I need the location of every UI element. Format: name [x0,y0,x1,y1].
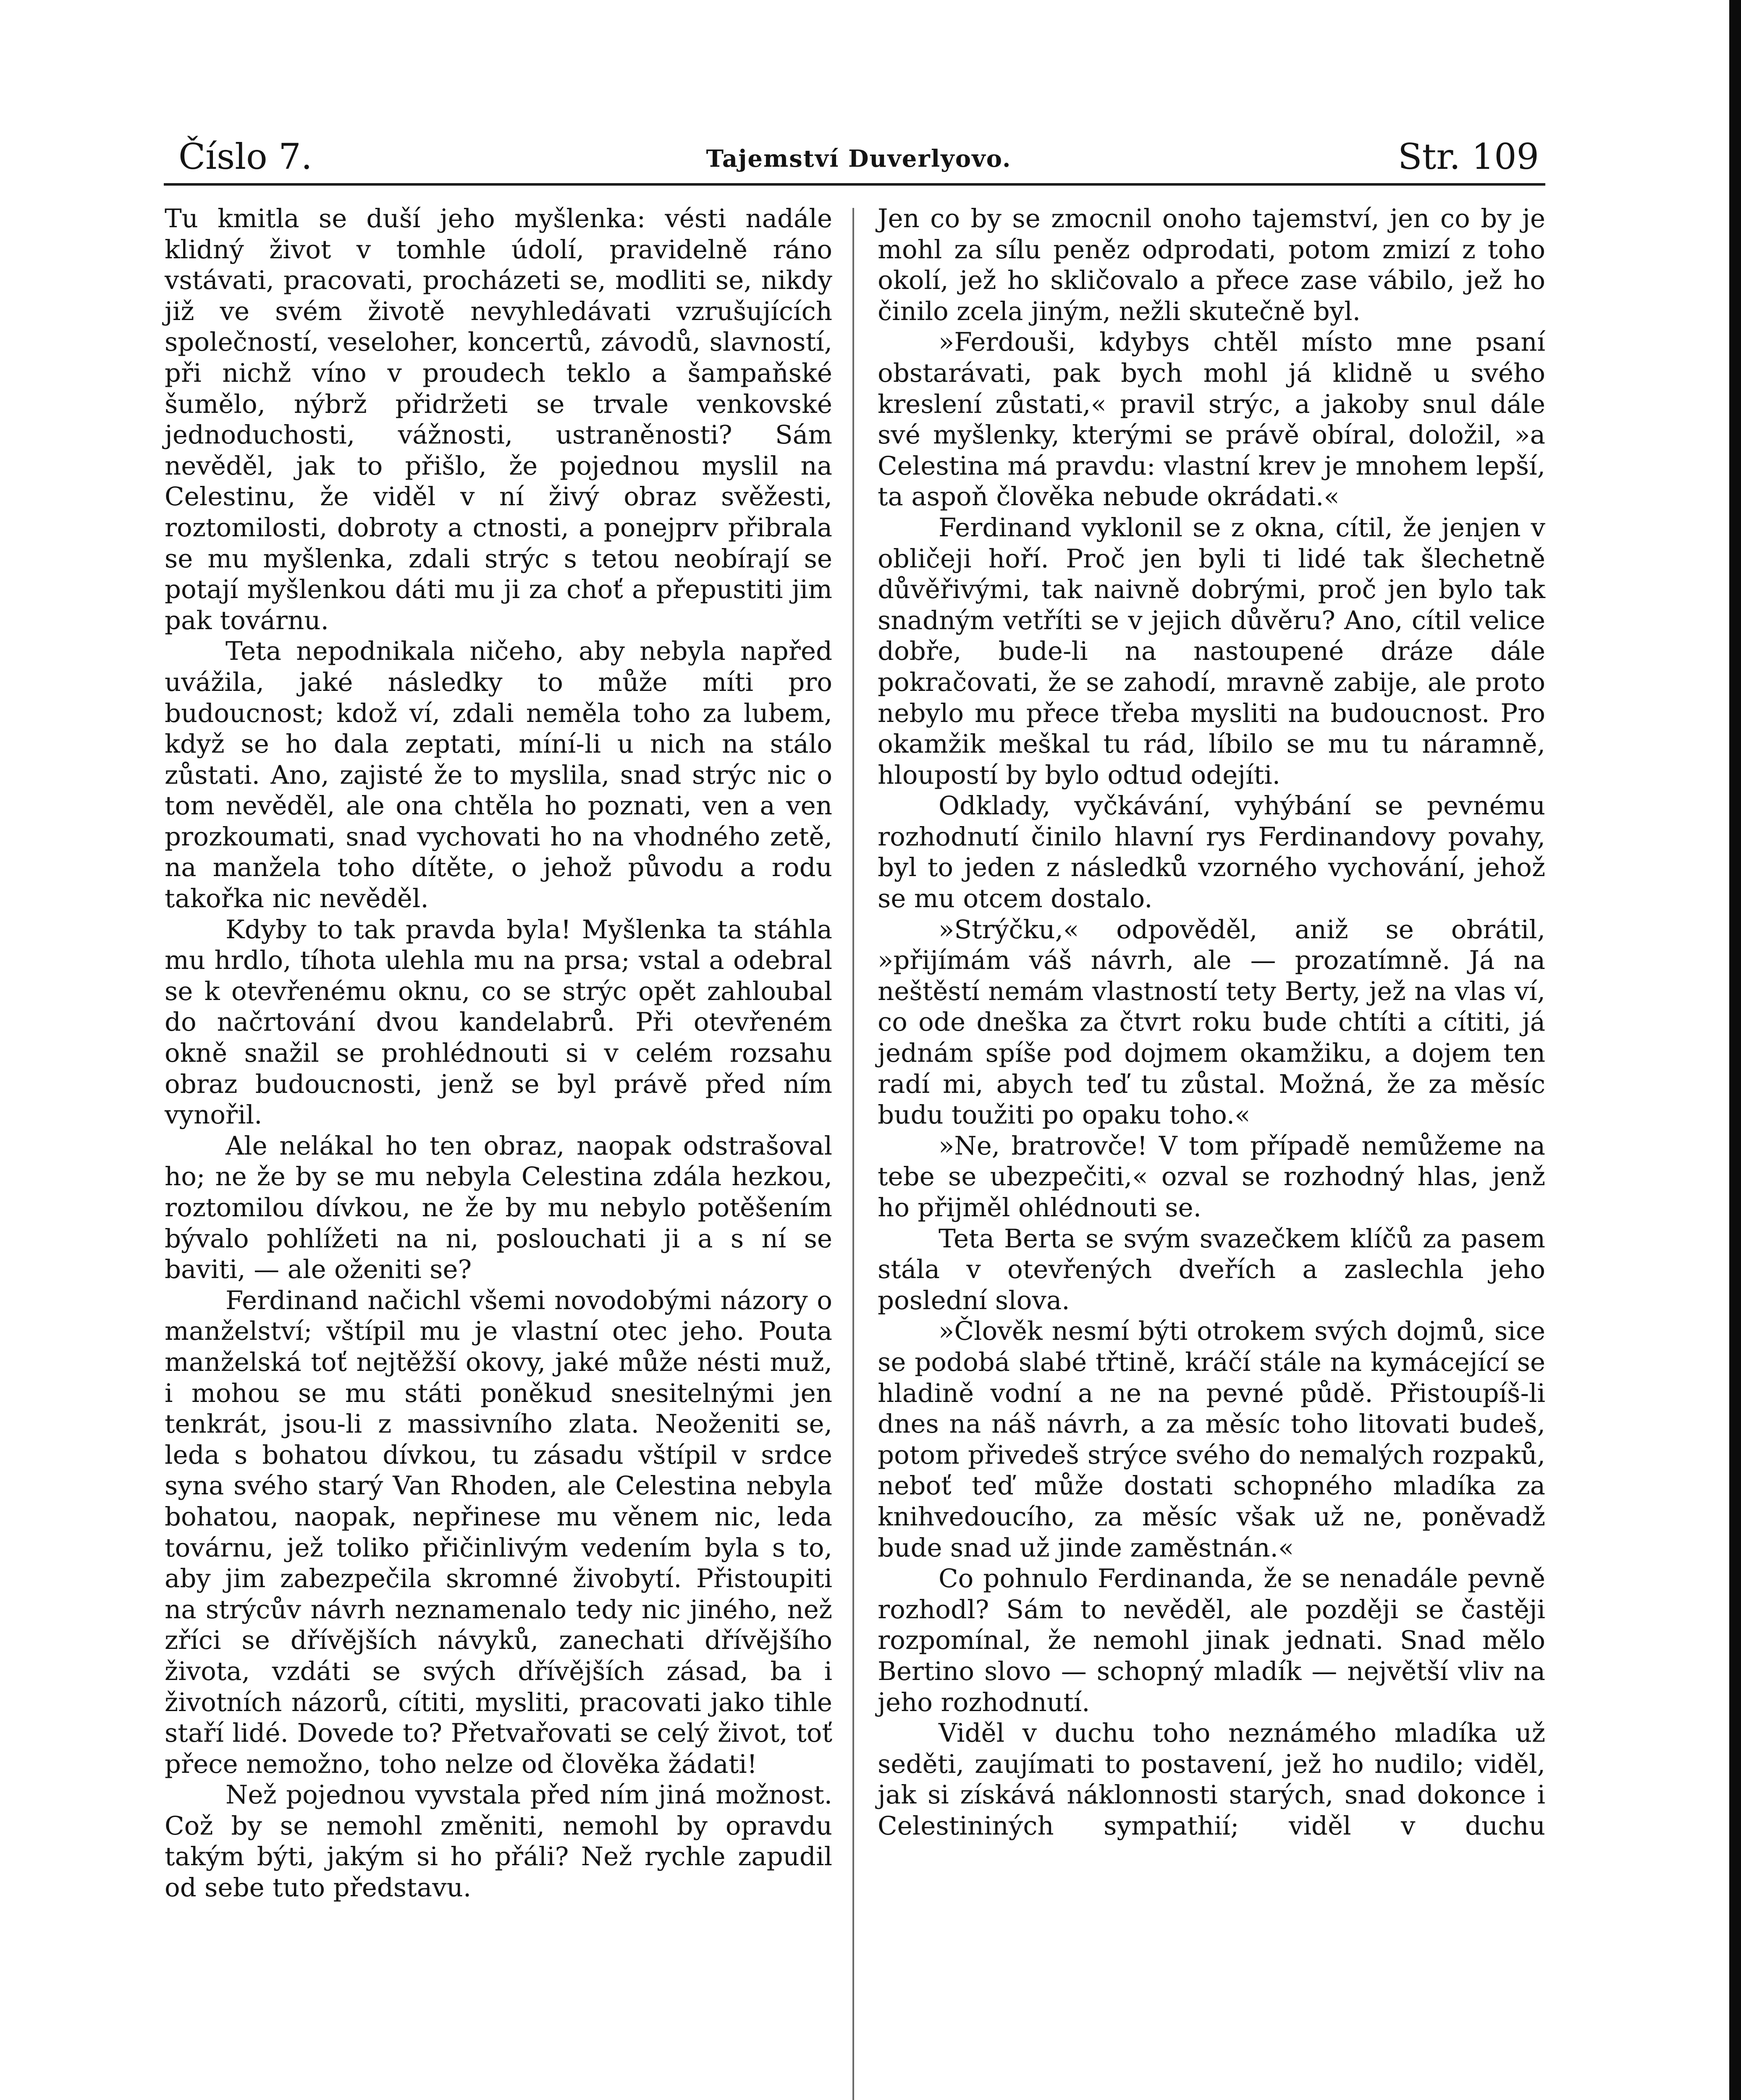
header-rule [164,183,1545,186]
paragraph: »Ferdouši, kdybys chtěl místo mne psaní obstarávati, pak bych mohl já klidně u svého kreslení zůstati,« pravil strýc, a jakoby snul dále své myšlenky, kterými se právě obíral, doložil, »a Celestina má pravdu: vlastní krev je mnohem lepší, ta aspoň člověka nebude okrádati.« [878,327,1545,512]
paragraph: Tu kmitla se duší jeho myšlenka: vésti nadále klidný život v tomhle údolí, pravidelně ráno vstávati, pracovati, procházeti se, modliti se, nikdy již ve svém životě nevyhledávati vzrušujících společností, veseloher, koncertů, závodů, slavností, při nichž víno v proudech teklo a šampaňské šumělo, nýbrž přidržeti se trvale venkovské jednoduchosti, vážnosti, ustraněnosti? Sám nevěděl, jak to přišlo, že pojednou myslil na Celestinu, že viděl v ní živý obraz svěžesti, roztomilosti, dobroty a ctnosti, a ponejprv přibrala se mu myšlenka, zdali strýc s tetou neobírají se potají myšlenkou dáti mu ji za choť a přepustiti jim pak továrnu. [165,204,832,635]
paragraph: »Člověk nesmí býti otrokem svých dojmů, sice se podobá slabé třtině, kráčí stále na kymácející se hladině vodní a ne na pevné půdě. Přistoupíš-li dnes na náš návrh, a za měsíc toho litovati budeš, potom přivedeš strýce svého do nemalých rozpaků, neboť teď může dostati schopného mladíka za knihvedoucího, za měsíc však už ne, poněvadž bude snad už jinde zaměstnán.« [878,1316,1545,1563]
running-header [178,134,1539,180]
paragraph: Teta nepodnikala ničeho, aby nebyla napřed uvážila, jaké následky to může míti pro budoucnost; kdož ví, zdali neměla toho za lubem, když se ho dala zeptati, míní-li u nich na stálo zůstati. Ano, zajisté že to myslila, snad strýc nic o tom nevěděl, ale ona chtěla ho poznati, ven a ven prozkoumati, snad vychovati ho na vhodného zetě, na manžela toho dítěte, o jehož původu a rodu takořka nic nevěděl. [165,636,832,914]
paragraph: »Ne, bratrovče! V tom případě nemůžeme na tebe se ubezpečiti,« ozval se rozhodný hlas, jenž ho přijměl ohlédnouti se. [878,1131,1545,1223]
column-divider [852,208,854,2100]
left-column [165,203,832,1903]
paragraph: Ale nelákal ho ten obraz, naopak odstrašoval ho; ne že by se mu nebyla Celestina zdála hezkou, roztomilou dívkou, ne že by mu nebylo potěšením bývalo pohlížeti na ni, poslouchati ji a s ní se baviti, — ale oženiti se? [165,1131,832,1285]
paragraph: Ferdinand vyklonil se z okna, cítil, že jenjen v obličeji hoří. Proč jen byli ti lidé tak šlechetně důvěřivými, tak naivně dobrými, proč jen bylo tak snadným vetříti se v jejich důvěru? Ano, cítil velice dobře, bude-li na nastoupené dráze dále pokračovati, že se zahodí, mravně zabije, ale proto nebylo mu přece třeba mysliti na budoucnost. Pro okamžik meškal tu rád, líbilo se mu tu náramně, hloupostí by bylo odtud odejíti. [878,512,1545,790]
paragraph: Odklady, vyčkávání, vyhýbání se pevnému rozhodnutí činilo hlavní rys Ferdinandovy povahy, byl to jeden z následků vzorného vychování, jehož se mu otcem dostalo. [878,791,1545,914]
paragraph: Ferdinand načichl všemi novodobými názory o manželství; vštípil mu je vlastní otec jeho. Pouta manželská toť nejtěžší okovy, jaké může nésti muž, i mohou se mu státi poněkud snesitelnými jen tenkrát, jsou-li z massivního zlata. Neoženiti se, leda s bohatou dívkou, tu zásadu vštípil v srdce syna svého starý Van Rhoden, ale Celestina nebyla bohatou, naopak, nepřinese mu věnem nic, leda továrnu, jež toliko přičinlivým vedením byla s to, aby jim zabezpečila skromné živobytí. Přistoupiti na strýcův návrh neznamenalo tedy nic jiného, než zříci se dřívějších návyků, zanechati dřívějšího života, vzdáti se svých dřívějších zásad, ba i životních názorů, cítiti, mysliti, pracovati jako tihle staří lidé. Dovede to? Přetvařovati se celý život, toť přece nemožno, toho nelze od člověka žádati! [165,1285,832,1779]
paragraph: Než pojednou vyvstala před ním jiná možnost. Což by se nemohl změniti, nemohl by opravdu takým býti, jakým si ho přáli? Než rychle zapudil od sebe tuto představu. [165,1780,832,1903]
paragraph: Jen co by se zmocnil onoho tajemství, jen co by je mohl za sílu peněz odprodati, potom zmizí z toho okolí, jež ho skličovalo a přece zase vábilo, jež ho činilo zcela jiným, nežli skutečně byl. [878,204,1545,326]
paragraph: Co pohnulo Ferdinanda, že se nenadále pevně rozhodl? Sám to nevěděl, ale později se častěji rozpomínal, že nemohl jinak jednati. Snad mělo Bertino slovo — schopný mladík — největší vliv na jeho rozhodnutí. [878,1564,1545,1717]
paragraph: Kdyby to tak pravda byla! Myšlenka ta stáhla mu hrdlo, tíhota ulehla mu na prsa; vstal a odebral se k otevřenému oknu, co se strýc opět zahloubal do načrtování dvou kandelabrů. Při otevřeném okně snažil se prohlédnouti si v celém rozsahu obraz budoucnosti, jenž se byl právě před ním vynořil. [165,914,832,1130]
paragraph: Viděl v duchu toho neznámého mladíka už seděti, zaujímati to postavení, jež ho nudilo; viděl, jak si získává náklonnosti starých, snad dokonce i Celestininých sympathií; viděl v duchu [878,1718,1545,1841]
issue-number: Číslo 7. [178,136,312,177]
running-title: Tajemství Duverlyovo. [706,145,1012,173]
scan-edge-right [1729,0,1741,2100]
paragraph: »Strýčku,« odpověděl, aniž se obrátil, »přijímám váš návrh, ale — prozatímně. Já na neštěstí nemám vlastností tety Berty, jež na vlas ví, co ode dneška za čtvrt roku bude chtíti a cítiti, já jednám spíše pod dojmem okamžiku, a dojem ten radí mi, abych teď tu zůstal. Možná, že za měsíc budu toužiti po opaku toho.« [878,914,1545,1130]
paragraph: Teta Berta se svým svazečkem klíčů za pasem stála v otevřených dveřích a zaslechla jeho poslední slova. [878,1223,1545,1315]
page-number: Str. 109 [1398,136,1539,177]
right-column [878,203,1545,1841]
